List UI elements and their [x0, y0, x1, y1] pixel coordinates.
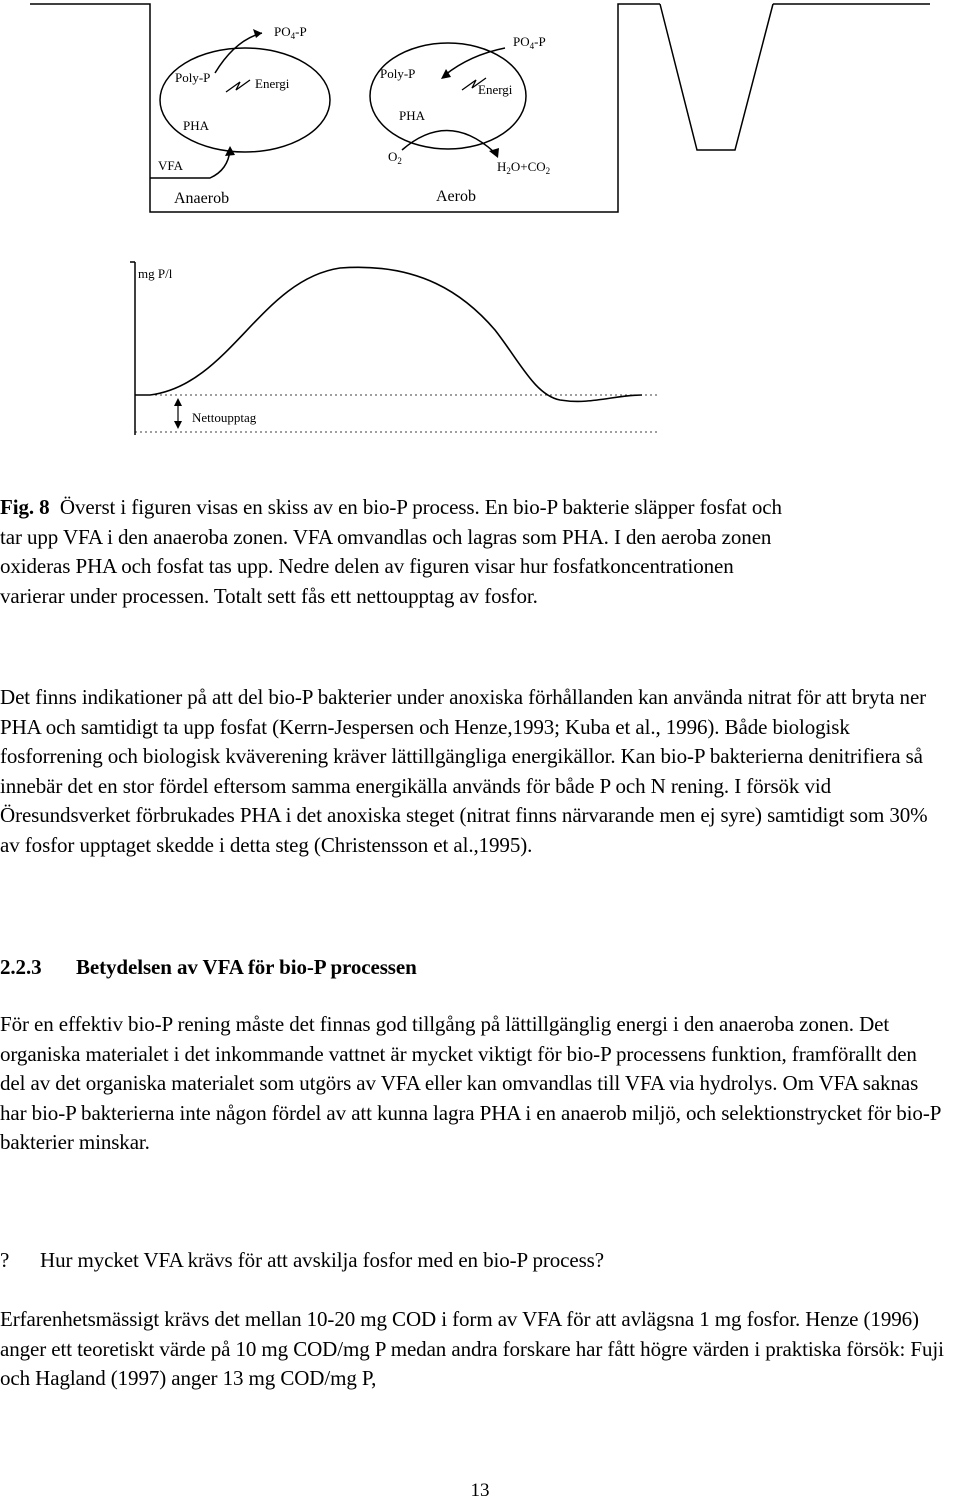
section-title: Betydelsen av VFA för bio-P processen — [76, 955, 417, 979]
page-number: 13 — [470, 1480, 490, 1501]
cell-left-poly-p: Poly-P — [175, 70, 211, 85]
zone-aerob-label: Aerob — [436, 188, 476, 205]
lightning-icon — [226, 80, 250, 92]
bacterium-cell-anaerob — [160, 29, 330, 152]
bacterium-cell-aerob — [370, 43, 526, 158]
question-line — [0, 1246, 604, 1276]
question-text: Hur mycket VFA krävs för att avskilja fosfor med en bio-P process? — [40, 1248, 604, 1272]
figure-label: Fig. 8 — [0, 495, 50, 519]
po4-right-label: $PO_4-P$ — [513, 34, 546, 51]
cell-right-pha: PHA — [399, 108, 426, 123]
net-uptake-label: Nettoupptag — [192, 410, 257, 425]
cell-left-energi: Energi — [255, 76, 290, 91]
paragraph-vfa-importance: För en effektiv bio-P rening måste det finnas god tillgång på lättillgänglig energi i den anaeroba zonen. Det organiska materialet i det inkommande vattnet är mycket viktigt för bio-P processens funktion, framförallt den del av det organiska materialet som utgörs av VFA eller kan omvandlas till VFA via hydrolys. Om VFA saknas har bio-P bakterierna inte någon fördel av att kunna lagra PHA i en anaerob miljö, och selektionstrycket för bio-P bakterier minskar. — [0, 1012, 941, 1154]
zone-anaerob-label: Anaerob — [174, 190, 230, 207]
section-number: 2.2.3 — [0, 955, 42, 979]
o2-label: $O_2$ — [388, 149, 402, 166]
po4-left-label: $PO_4-P$ — [274, 24, 307, 41]
h2o-co2-label: $H_2O+CO_2$ — [497, 159, 551, 176]
bio-p-process-figure — [0, 0, 960, 470]
cell-right-energi: Energi — [478, 82, 513, 97]
y-axis-label: mg P/l — [138, 266, 173, 281]
paragraph-vfa-requirement: Erfarenhetsmässigt krävs det mellan 10-20 mg COD i form av VFA för att avlägsna 1 mg fosfor. Henze (1996) anger ett teoretiskt värde på 10 mg COD/mg P medan andra forskare har fått högre värden i praktiska försök: Fuji och Hagland (1997) anger 13 mg COD/mg P, — [0, 1307, 944, 1390]
section-heading — [0, 953, 417, 983]
vfa-label: VFA — [158, 158, 184, 173]
question-mark: ? — [0, 1248, 10, 1272]
figure-caption-text: Överst i figuren visas en skiss av en bio-P process. En bio-P bakterie släpper fosfat och tar upp VFA i den anaeroba zonen. VFA omvandlas och lagras som PHA. I den aeroba zonen oxideras PHA och fosfat tas upp. Nedre delen av figuren visar hur fosfatkoncentrationen varierar under processen. Totalt sett fås ett nettoupptag av fosfor. — [0, 495, 782, 608]
phosphate-concentration-graph — [130, 262, 660, 435]
figure-caption — [0, 493, 800, 611]
phosphate-uptake-arrow — [445, 48, 505, 75]
phosphate-release-arrow — [215, 33, 262, 73]
reactor-basin-outline — [30, 4, 930, 212]
concentration-curve — [135, 267, 642, 401]
cell-right-poly-p: Poly-P — [380, 66, 416, 81]
paragraph-anoxic: Det finns indikationer på att del bio-P bakterier under anoxiska förhållanden kan använda nitrat för att bryta ner PHA och samtidigt ta upp fosfat (Kerrn-Jespersen och Henze,1993; Kuba et al., 1996). Både biologisk fosforrening och biologisk kväverening kräver lättillgängliga energikällor. Kan bio-P bakterierna denitrifiera så innebär det en stor fördel eftersom samma energikälla används för både P och N rening. I försök vid Öresundsverket förbrukades PHA i det anoxiska steget (nitrat finns närvarande men ej syre) samtidigt som 30% av fosfor upptaget skedde i detta steg (Christensson et al.,1995). — [0, 685, 928, 857]
cell-left-pha: PHA — [183, 118, 210, 133]
